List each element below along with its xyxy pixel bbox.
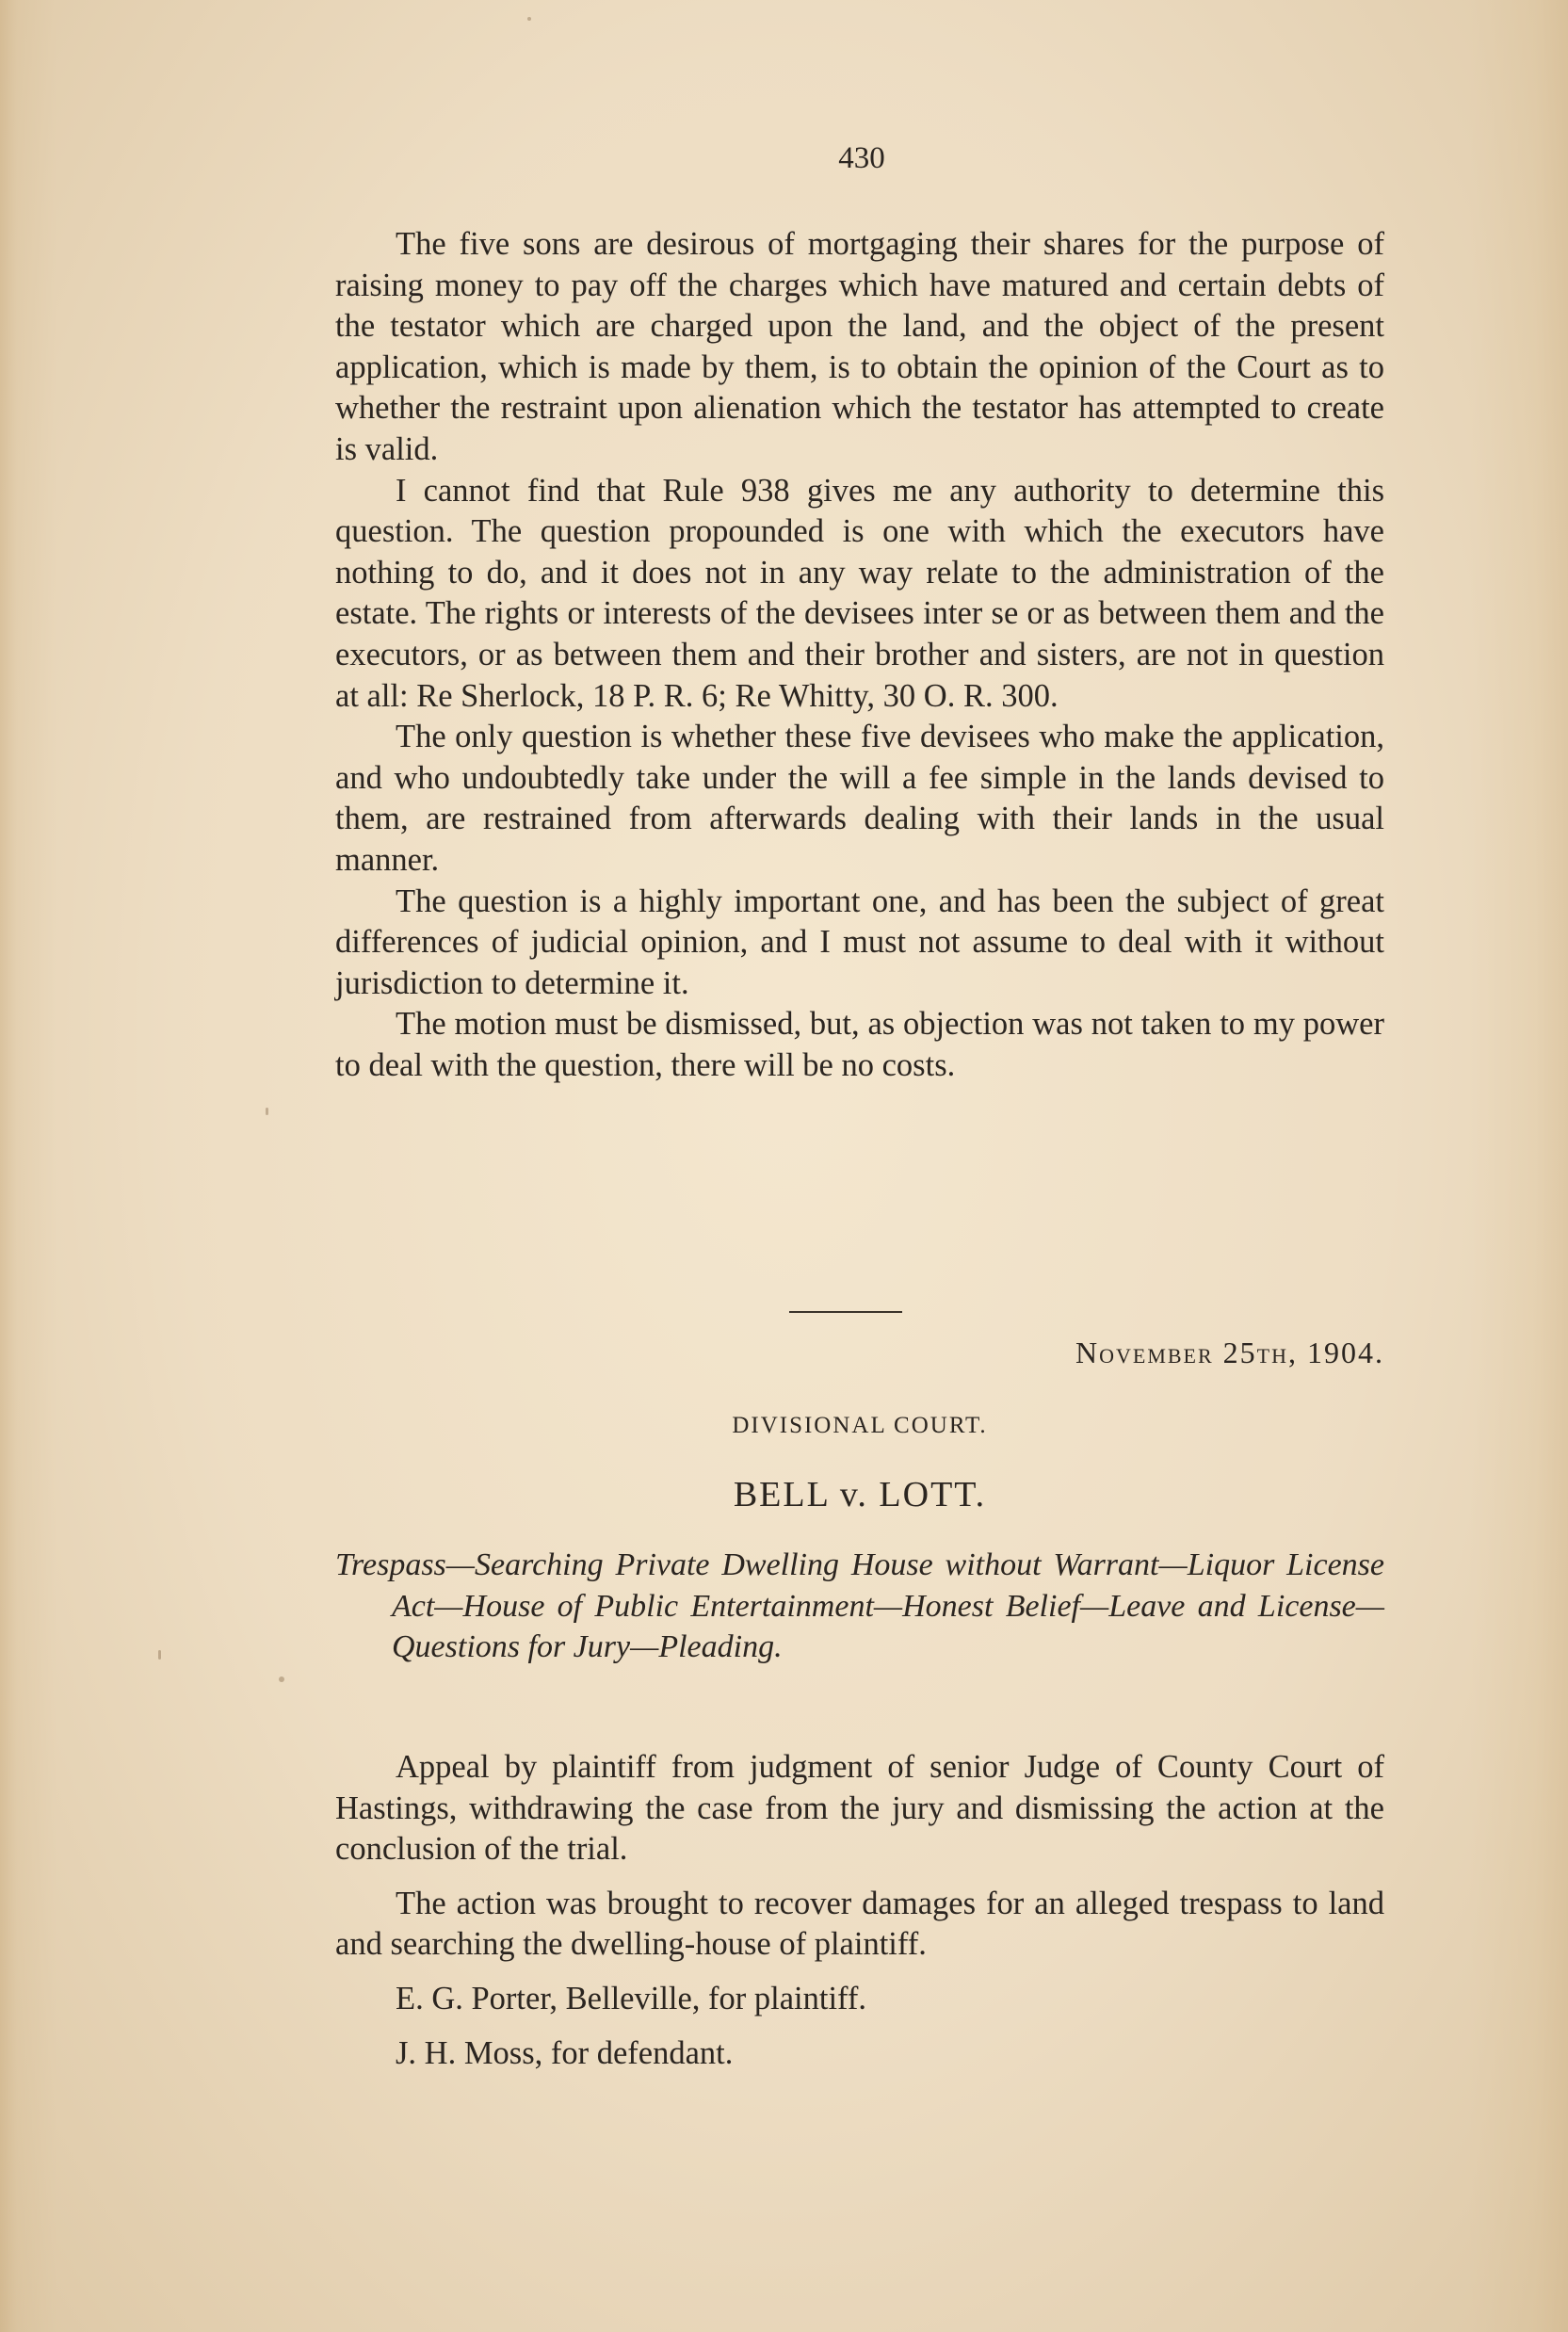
section-divider [789, 1311, 902, 1313]
paper-speck [158, 1650, 161, 1660]
paragraph: Appeal by plaintiff from judgment of senior Judge of County Court of Hastings, withdrawing the case from the jury and dismissing the action at the conclusion of the trial. [335, 1749, 1384, 1868]
case-body [335, 1747, 1384, 2074]
page-number: 430 [838, 141, 885, 175]
paper-speck [527, 17, 531, 21]
paragraph: The motion must be dismissed, but, as objection was not taken to my power to deal with the question, there will be no costs. [335, 1006, 1384, 1083]
headnote: Trespass—Searching Private Dwelling House without Warrant—Liquor License Act—House of Public Entertainment—Honest Belief—Leave and License—Questions for Jury—Pleading. [335, 1547, 1384, 1665]
paragraph: The five sons are desirous of mortgaging their shares for the purpose of raising money to pay off the charges which have matured and certain debts of the testator which are charged upon the land, and the object of the present application, which is made by them, is to obtain the opinion of the Court as to whether the restraint upon alienation which the testator has attempted to create is valid. [335, 226, 1384, 467]
court-name: DIVISIONAL COURT. [732, 1413, 988, 1438]
counsel-plaintiff: E. G. Porter, Belleville, for plaintiff. [396, 1980, 867, 2016]
paper-speck [266, 1108, 268, 1115]
paragraph: I cannot find that Rule 938 gives me any authority to determine this question. The question propounded is one with which the executors have nothing to do, and it does not in any way relate to the administration of the estate. The rights or interests of the devisees inter se or as between them and the executors, or as between them and their brother and sisters, are not in question at all: Re Sherlock, 18 P. R. 6; Re Whitty, 30 O. R. 300. [335, 472, 1384, 714]
counsel-defendant: J. H. Moss, for defendant. [396, 2034, 734, 2071]
paragraph: The question is a highly important one, and has been the subject of great differences of judicial opinion, and I must not assume to deal with it without jurisdiction to determine it. [335, 883, 1384, 1001]
judgment-body [335, 224, 1384, 1086]
paper-speck [279, 1676, 284, 1682]
paragraph: The action was brought to recover damages for an alleged trespass to land and searching the dwelling-house of plaintiff. [335, 1885, 1384, 1963]
decision-date: November 25th, 1904. [1075, 1336, 1384, 1369]
case-title: BELL v. LOTT. [733, 1475, 987, 1514]
paragraph: The only question is whether these five devisees who make the application, and who undoubtedly take under the will a fee simple in the lands devised to them, are restrained from afterwards dealing with their lands in the usual manner. [335, 719, 1384, 878]
